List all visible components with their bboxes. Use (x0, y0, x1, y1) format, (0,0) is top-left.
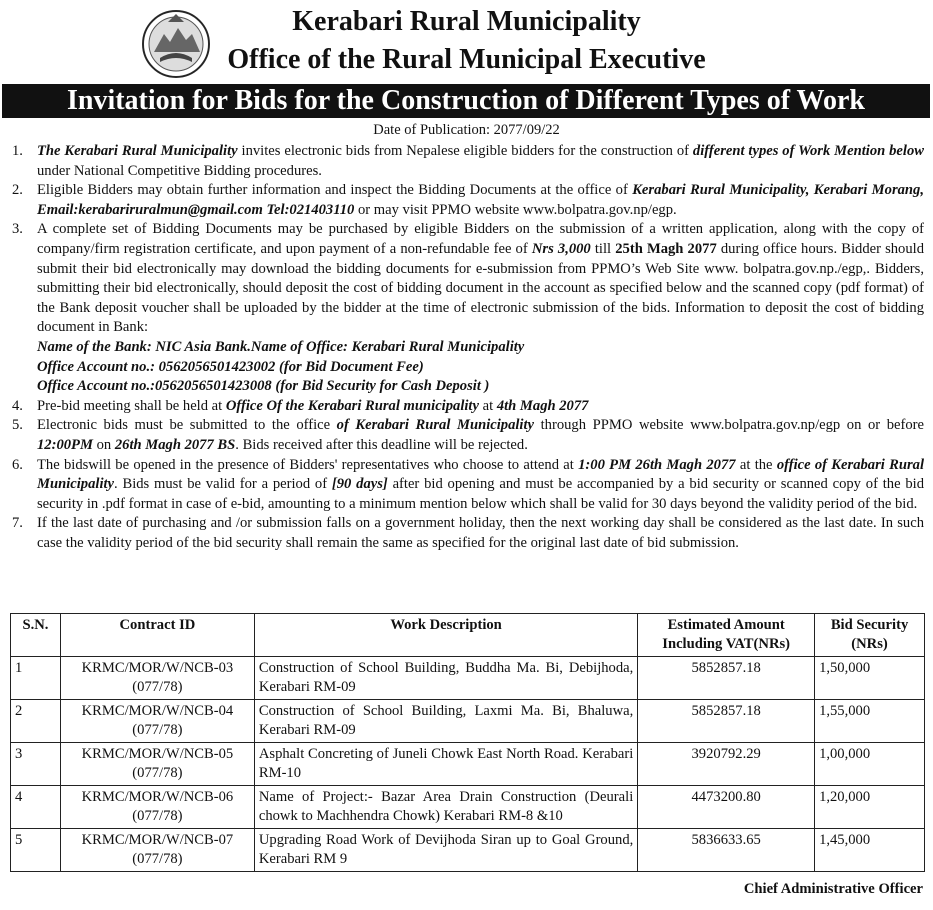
cell-work-description: Construction of School Building, Buddha Ma. Bi, Debijhoda, Kerabari RM-09 (254, 657, 637, 700)
cell-bid-security: 1,20,000 (815, 786, 925, 829)
clause-text: under National Competitive Bidding procedures. (37, 162, 322, 179)
table-row (11, 657, 925, 700)
signature-title: Chief Administrative Officer (743, 881, 923, 897)
clause-text: through PPMO website www.bolpatra.gov.np/egp on or before (534, 417, 924, 434)
table-header-row (11, 614, 925, 657)
clause-text: or may visit PPMO website www.bolpatra.gov.np/egp. (354, 201, 677, 218)
clause-text: at (478, 397, 497, 414)
cell-estimated-amount: 5836633.65 (638, 829, 815, 872)
clause-text: 1:00 PM 26th Magh 2077 (578, 456, 736, 473)
clause-item (0, 142, 924, 181)
clause-item (0, 416, 924, 455)
header-work-description: Work Description (254, 614, 637, 657)
clause-number: 4. (12, 397, 23, 414)
header-bid-security: Bid Security (NRs) (815, 614, 925, 657)
clause-text: Nrs 3,000 (531, 240, 591, 257)
office-title: Office of the Rural Municipal Executive (227, 44, 706, 75)
clause-number: 2. (12, 182, 23, 199)
cell-work-description: Asphalt Concreting of Juneli Chowk East North Road. Kerabari RM-10 (254, 743, 637, 786)
clause-text: invites electronic bids from Nepalese eligible bidders for the construction of (237, 143, 693, 159)
clause-text: of Kerabari Rural Municipality (336, 417, 535, 434)
clause-text: office of Kerabari Rural Municipality (37, 456, 924, 493)
table-row (11, 700, 925, 743)
notice-banner: Invitation for Bids for the Construction of Different Types of Work (2, 84, 930, 118)
cell-contract-id: KRMC/MOR/W/NCB-06 (077/78) (60, 786, 254, 829)
clause-text: 25th Magh 2077 (615, 240, 717, 257)
cell-sn: 2 (11, 700, 61, 743)
municipality-title: Kerabari Rural Municipality (292, 6, 641, 37)
clause-text: A complete set of Bidding Documents may be purchased by eligible Bidders on the submission of a written application, along with the copy of company/firm registration certificate, and upon payment of a non-refundable fee of (37, 221, 924, 257)
clause-text: . Bids received after this deadline will be rejected. (235, 436, 528, 453)
cell-work-description: Construction of School Building, Laxmi Ma. Bi, Bhaluwa, Kerabari RM-09 (254, 700, 637, 743)
cell-sn: 4 (11, 786, 61, 829)
table-row (11, 786, 925, 829)
bank-detail-line: Name of the Bank: NIC Asia Bank.Name of Office: Kerabari Rural Municipality (37, 338, 525, 355)
cell-contract-id: KRMC/MOR/W/NCB-03 (077/78) (60, 657, 254, 700)
clause-number: 1. (12, 143, 23, 159)
cell-bid-security: 1,50,000 (815, 657, 925, 700)
clause-text: after bid opening and must be accompanied by a bid security or scanned copy of the bid security in .pdf format in case of e-bid, amounting to a minimum mention below which shall be valid for 30 days beyond the validity period of the bid. (37, 476, 924, 512)
clauses-list (0, 142, 924, 553)
cell-sn: 5 (11, 829, 61, 872)
cell-sn: 3 (11, 743, 61, 786)
header (0, 0, 933, 84)
clause-text: The Kerabari Rural Municipality (37, 143, 238, 159)
clause-text: 12:00PM (37, 436, 93, 453)
cell-estimated-amount: 3920792.29 (638, 743, 815, 786)
contracts-table (10, 613, 925, 872)
table-row (11, 743, 925, 786)
cell-sn: 1 (11, 657, 61, 700)
clause-text: 26th Magh 2077 BS (114, 436, 236, 453)
clause-text: till (590, 240, 616, 257)
clause-text: Electronic bids must be submitted to the office (37, 417, 337, 434)
header-estimated-amount: Estimated Amount Including VAT(NRs) (638, 614, 815, 657)
clause-text: If the last date of purchasing and /or submission falls on a government holiday, then the next working day shall be considered as the last date. In such case the validity period of the bid security shall remain the same as specified for the original last date of bid submission. (37, 515, 924, 551)
cell-estimated-amount: 5852857.18 (638, 700, 815, 743)
clause-number: 3. (12, 221, 23, 238)
cell-contract-id: KRMC/MOR/W/NCB-04 (077/78) (60, 700, 254, 743)
clause-text: Eligible Bidders may obtain further information and inspect the Bidding Documents at the office of (37, 182, 633, 199)
clause-text: at the (735, 456, 777, 473)
cell-bid-security: 1,45,000 (815, 829, 925, 872)
bank-detail-line: Office Account no.: 0562056501423002 (for Bid Document Fee) (37, 358, 424, 375)
clause-item (0, 220, 924, 396)
clause-text: 4th Magh 2077 (496, 397, 589, 414)
clause-item (0, 456, 924, 515)
clause-number: 5. (12, 417, 23, 434)
clause-text: . Bids must be valid for a period of (114, 476, 332, 493)
header-contract-id: Contract ID (60, 614, 254, 657)
cell-contract-id: KRMC/MOR/W/NCB-05 (077/78) (60, 743, 254, 786)
clause-text: The bidswill be opened in the presence of Bidders' representatives who choose to attend at (37, 456, 579, 473)
clause-text: on (92, 436, 115, 453)
header-sn: S.N. (11, 614, 61, 657)
publication-date: Date of Publication: 2077/09/22 (373, 122, 560, 138)
clause-number: 6. (12, 456, 23, 473)
cell-work-description: Upgrading Road Work of Devijhoda Siran up to Goal Ground, Kerabari RM 9 (254, 829, 637, 872)
cell-contract-id: KRMC/MOR/W/NCB-07 (077/78) (60, 829, 254, 872)
clause-text: different types of Work Mention below (692, 143, 924, 159)
clause-item (0, 181, 924, 220)
clause-text: Kerabari Rural Municipality, Kerabari Morang, Email:kerabariruralmun@gmail.com Tel:021403110 (37, 182, 924, 218)
cell-bid-security: 1,55,000 (815, 700, 925, 743)
cell-work-description: Name of Project:- Bazar Area Drain Construction (Deurali chowk to Machhendra Chowk) Kerabari RM-8 &10 (254, 786, 637, 829)
clause-number: 7. (12, 515, 23, 532)
clause-text: Office Of the Kerabari Rural municipality (225, 397, 479, 414)
clause-item (0, 397, 924, 417)
clause-text: during office hours. Bidder should submit their bid electronically may download the bidding documents for e-submission from PPMO’s Web Site www. bolpatra.gov.np./egp,. Bidders, submitting their bid electronically, should deposit the cost of bidding document in the account as specified below and the scanned copy (pdf format) of the Bank deposit voucher shall be uploaded by the bidder at the time of electronic submission of the bids. Information to deposit the cost of bidding document in Bank: (37, 240, 925, 336)
cell-estimated-amount: 5852857.18 (638, 657, 815, 700)
clause-item (0, 514, 924, 553)
clause-text: [90 days] (331, 476, 388, 493)
table-row (11, 829, 925, 872)
clause-text: Pre-bid meeting shall be held at (37, 397, 226, 414)
bank-detail-line: Office Account no.:0562056501423008 (for Bid Security for Cash Deposit ) (37, 378, 490, 395)
cell-bid-security: 1,00,000 (815, 743, 925, 786)
cell-estimated-amount: 4473200.80 (638, 786, 815, 829)
